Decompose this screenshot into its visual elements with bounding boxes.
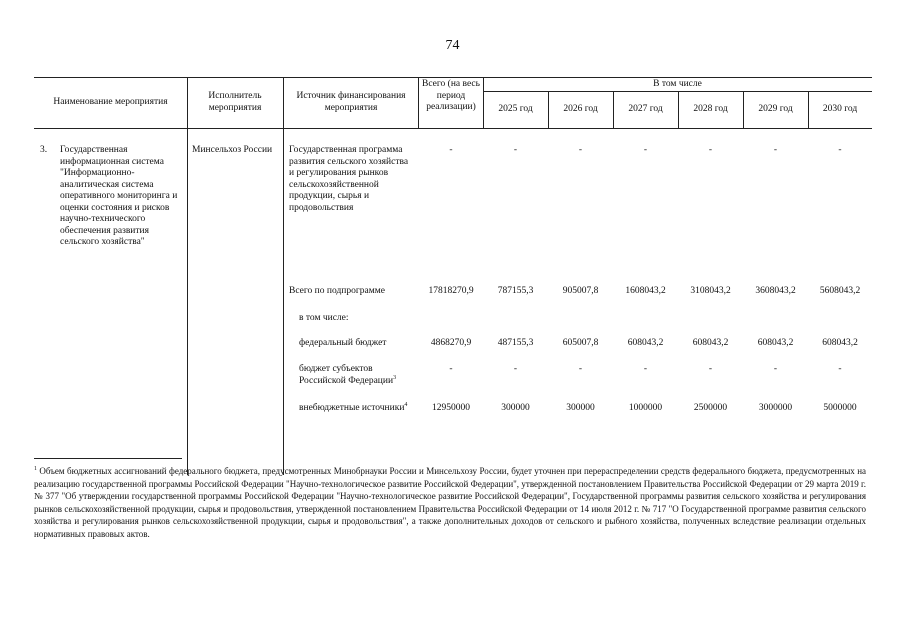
row-value: - xyxy=(708,145,713,155)
summary-total-value: 17818270,9 xyxy=(428,286,474,296)
summary-total-value: 3108043,2 xyxy=(690,286,731,296)
summary-total-value: 1608043,2 xyxy=(625,286,666,296)
extra-budget-value: 5000000 xyxy=(823,403,857,413)
header-year: 2027 год xyxy=(628,104,663,114)
summary-total-value: 905007,8 xyxy=(562,286,599,296)
col-divider-source xyxy=(283,77,284,475)
row-value: - xyxy=(449,145,453,155)
footnote-ref: 4 xyxy=(404,401,408,408)
federal-budget-value: 4868270,9 xyxy=(430,338,472,348)
row-value: - xyxy=(838,145,842,155)
extra-budget-value: 300000 xyxy=(566,403,595,413)
summary-total-value: 3608043,2 xyxy=(755,286,796,296)
row-executor: Минсельхоз России xyxy=(192,145,273,155)
regional-budget-value: - xyxy=(578,364,583,374)
row-index: 3. xyxy=(40,145,48,155)
regional-budget-value: - xyxy=(773,364,778,374)
regional-budget-value: - xyxy=(449,364,453,374)
header-source: Источник финансирования мероприятия xyxy=(296,91,406,113)
col-divider-total xyxy=(418,77,419,128)
header-year: 2026 год xyxy=(563,104,598,114)
federal-budget-value: 605007,8 xyxy=(562,338,599,348)
footnote xyxy=(34,465,866,540)
header-year: 2029 год xyxy=(758,104,793,114)
row-value: - xyxy=(578,145,583,155)
col-divider-executor xyxy=(187,77,188,475)
federal-budget-value: 608043,2 xyxy=(757,338,794,348)
footnote-marker: 1 xyxy=(34,466,37,472)
row-value: - xyxy=(773,145,778,155)
header-bottom-rule xyxy=(34,128,872,129)
header-year: 2025 год xyxy=(498,104,533,114)
extra-budget-value: 12950000 xyxy=(432,403,470,413)
header-total: Всего (на весь период реализации) xyxy=(422,79,480,112)
footnote-separator xyxy=(34,458,182,459)
footnote-ref: 3 xyxy=(393,374,397,381)
federal-budget-value: 608043,2 xyxy=(822,338,858,348)
extra-budget-value: 3000000 xyxy=(758,403,793,413)
page-number: 74 xyxy=(445,38,460,53)
extra-budget-label-text: внебюджетные источники xyxy=(299,403,405,413)
row-name: Государственная информационная система "Информационно-аналитическая система оперативного мониторинга и оценки состояния и рисков научно-технического обеспечения развития сельского хозяйства" xyxy=(60,145,178,247)
regional-budget-value: - xyxy=(838,364,842,374)
summary-including-label: в том числе: xyxy=(299,313,349,323)
regional-budget-value: - xyxy=(513,364,518,374)
federal-budget-label: федеральный бюджет xyxy=(299,338,387,348)
federal-budget-value: 608043,2 xyxy=(692,338,729,348)
header-including: В том числе xyxy=(653,79,702,89)
extra-budget-label xyxy=(299,403,409,415)
regional-budget-label xyxy=(299,364,417,387)
extra-budget-value: 2500000 xyxy=(693,403,728,413)
header-name: Наименование мероприятия xyxy=(53,97,168,107)
federal-budget-value: 487155,3 xyxy=(497,338,534,348)
summary-total-label: Всего по подпрограмме xyxy=(289,286,385,296)
regional-budget-value: - xyxy=(643,364,648,374)
header-year: 2030 год xyxy=(822,104,858,114)
extra-budget-value: 1000000 xyxy=(628,403,663,413)
extra-budget-value: 300000 xyxy=(501,403,530,413)
header-year: 2028 год xyxy=(693,104,728,114)
row-value: - xyxy=(643,145,648,155)
regional-budget-value: - xyxy=(708,364,713,374)
table-top-rule xyxy=(34,77,872,78)
footnote-text: Объем бюджетных ассигнований федерального бюджета, предусмотренных Минобрнауки России и Минсельхозу России, будет уточнен при перераспределении средств федерального бюджета, предусмотренных на реализацию государственной программы Российской Федерации "Научно-технологическое развитие Российской Федерации", утвержденной постановлением Правительства Российской Федерации от 29 марта 2019 г. № 377 "Об утверждении государственной программы Российской Федерации "Научно-технологическое развитие Российской Федерации", Государственной программы развития сельского хозяйства и регулирования рынков сельскохозяйственной продукции, сырья и продовольствия, утвержденной постановлением Правительства Российской Федерации от 14 июля 2012 г. № 717 "О Государственной программе развития сельского хозяйства и регулирования рынков сельскохозяйственной продукции, сырья и продовольствия", а также дополнительных доходов от сельского и рыбного хозяйства, полученных вследствие реализации отдельных нормативных правовых актов. xyxy=(34,466,867,539)
row-value: - xyxy=(513,145,518,155)
federal-budget-value: 608043,2 xyxy=(627,338,664,348)
summary-total-value: 5608043,2 xyxy=(819,286,861,296)
row-source: Государственная программа развития сельского хозяйства и регулирования рынков сельскохозяйственной продукции, сырья и продовольствия xyxy=(289,145,409,213)
regional-budget-label-text: бюджет субъектов Российской Федерации xyxy=(299,364,394,386)
header-executor: Исполнитель мероприятия xyxy=(208,91,262,113)
summary-total-value: 787155,3 xyxy=(497,286,534,296)
